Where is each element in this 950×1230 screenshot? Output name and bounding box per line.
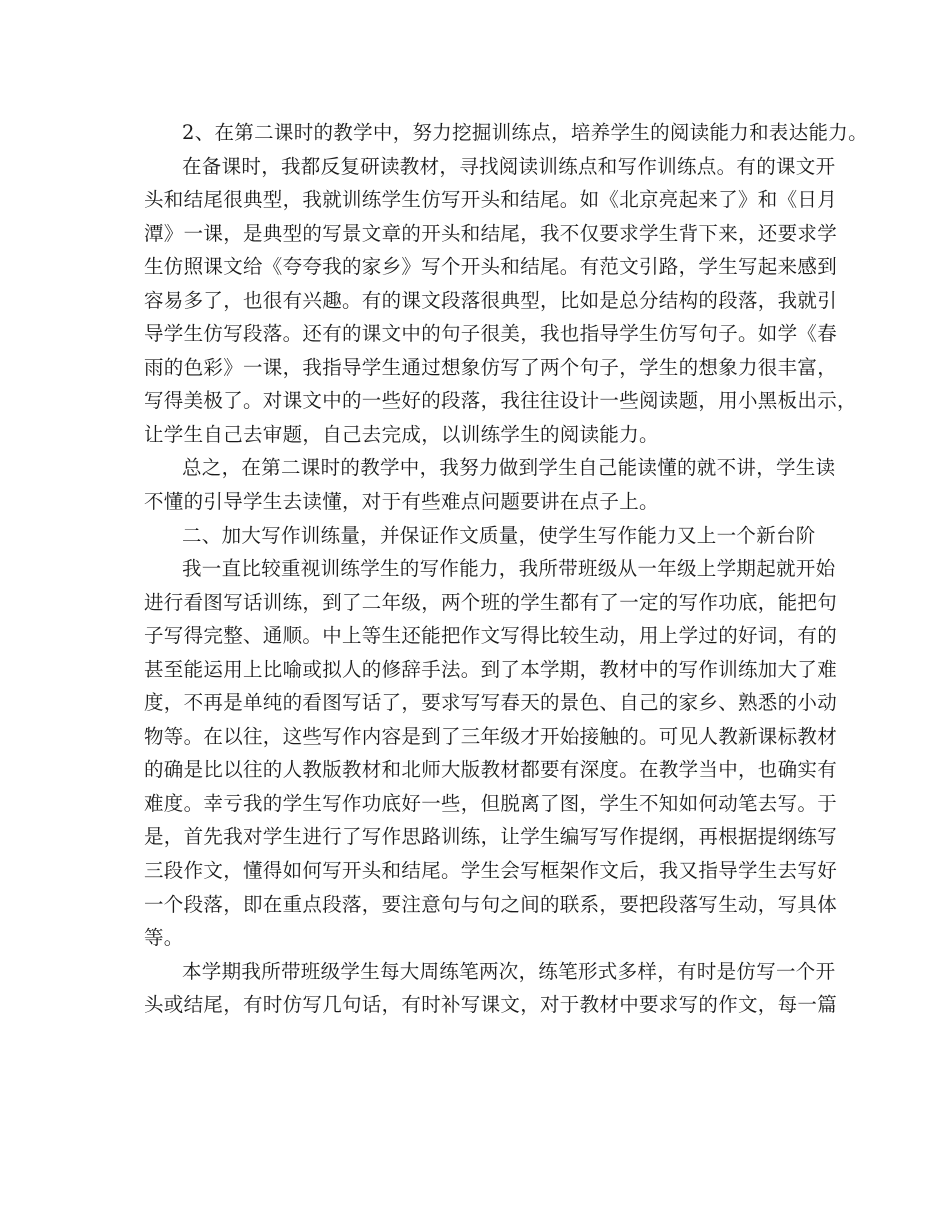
- text-line: 头或结尾，有时仿写几句话，有时补写课文，对于教材中要求写的作文，每一篇: [144, 993, 838, 1017]
- text-line: 我一直比较重视训练学生的写作能力，我所带班级从一年级上学期起就开始: [182, 557, 836, 581]
- text-line: 生仿照课文给《夸夸我的家乡》写个开头和结尾。有范文引路，学生写起来感到: [144, 255, 838, 279]
- text-line: 2、在第二课时的教学中，努力挖掘训练点，培养学生的阅读能力和表达能力。: [182, 121, 868, 144]
- text-line: 进行看图写话训练，到了二年级，两个班的学生都有了一定的写作功底，能把句: [144, 590, 838, 614]
- text-line: 度，不再是单纯的看图写话了，要求写写春天的景色、自己的家乡、熟悉的小动: [144, 691, 838, 715]
- text-line: 潭》一课，是典型的写景文章的开头和结尾，我不仅要求学生背下来，还要求学: [144, 221, 838, 245]
- text-line: 不懂的引导学生去读懂，对于有些难点问题要讲在点子上。: [144, 490, 659, 514]
- text-line: 物等。在以往，这些写作内容是到了三年级才开始接触的。可见人教新课标教材: [144, 724, 838, 748]
- text-line: 在备课时，我都反复研读教材，寻找阅读训练点和写作训练点。有的课文开: [182, 154, 836, 178]
- text-line: 头和结尾很典型，我就训练学生仿写开头和结尾。如《北京亮起来了》和《日月: [144, 188, 838, 212]
- body-text: [144, 116, 868, 1022]
- text-line: 导学生仿写段落。还有的课文中的句子很美，我也指导学生仿写句子。如学《春: [144, 322, 838, 346]
- text-line: 本学期我所带班级学生每大周练笔两次，练笔形式多样，有时是仿写一个开: [182, 959, 836, 983]
- text-line: 子写得完整、通顺。中上等生还能把作文写得比较生动，用上学过的好词，有的: [144, 624, 838, 648]
- text-line: 一个段落，即在重点段落，要注意句与句之间的联系，要把段落写生动，写具体: [144, 892, 838, 916]
- text-line: 容易多了，也很有兴趣。有的课文段落很典型，比如是总分结构的段落，我就引: [144, 288, 838, 312]
- text-line: 等。: [144, 926, 184, 950]
- text-line: 三段作文，懂得如何写开头和结尾。学生会写框架作文后，我又指导学生去写好: [144, 859, 838, 883]
- text-line: 难度。幸亏我的学生写作功底好一些，但脱离了图，学生不知如何动笔去写。于: [144, 791, 838, 815]
- text-line: 让学生自己去审题，自己去完成，以训练学生的阅读能力。: [144, 422, 659, 446]
- text-line: 甚至能运用上比喻或拟人的修辞手法。到了本学期，教材中的写作训练加大了难: [144, 657, 838, 681]
- text-line: 是，首先我对学生进行了写作思路训练，让学生编写写作提纲，再根据提纲练写: [144, 825, 838, 849]
- text-line: 的确是比以往的人教版教材和北师大版教材都要有深度。在教学当中，也确实有: [144, 758, 838, 782]
- text-line: 写得美极了。对课文中的一些好的段落，我往往设计一些阅读题，用小黑板出示，: [144, 389, 857, 413]
- text-line: 二、加大写作训练量，并保证作文质量，使学生写作能力又上一个新台阶: [182, 523, 816, 547]
- text-line: 雨的色彩》一课，我指导学生通过想象仿写了两个句子，学生的想象力很丰富，: [144, 355, 838, 379]
- text-line: 总之，在第二课时的教学中，我努力做到学生自己能读懂的就不讲，学生读: [182, 456, 836, 480]
